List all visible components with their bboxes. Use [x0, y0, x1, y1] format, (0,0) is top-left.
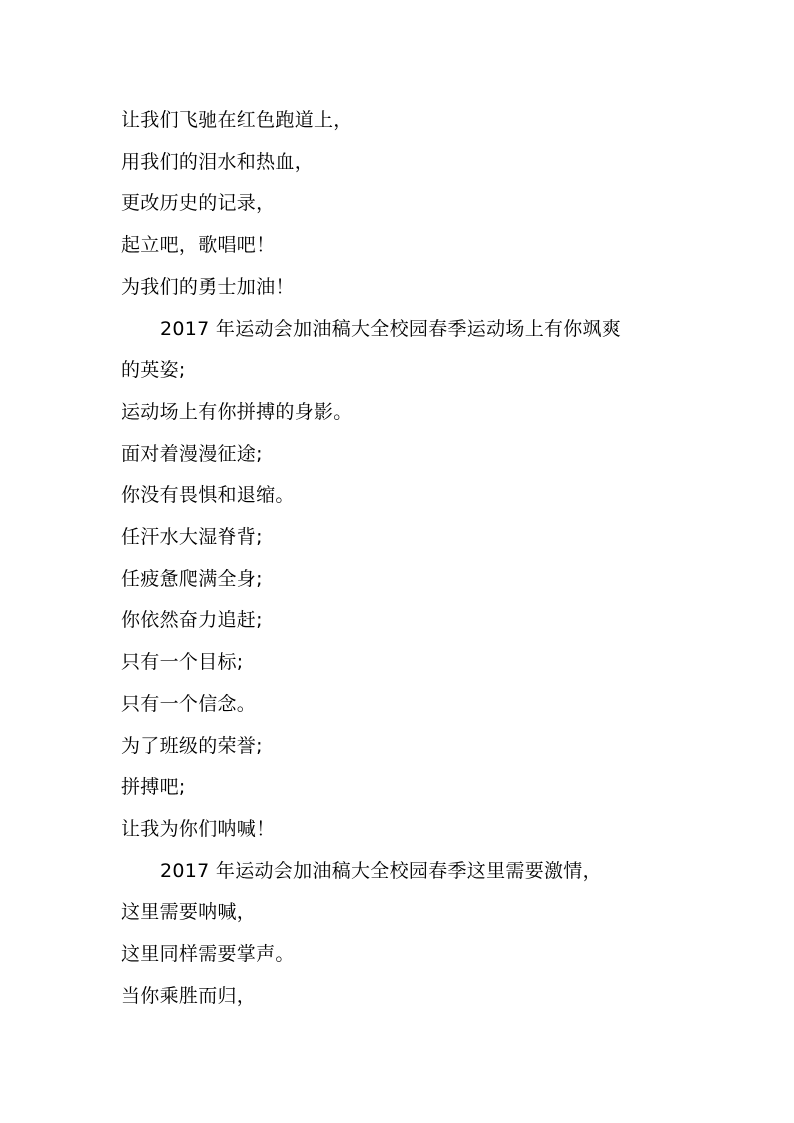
paragraph — [121, 309, 677, 392]
text-line: 任汗水大湿脊背; — [121, 526, 263, 549]
text-line: 这里需要呐喊， — [121, 901, 257, 924]
paragraph-continuation: 的英姿; — [121, 359, 186, 382]
text-line: 拼搏吧; — [121, 776, 186, 799]
paragraph-first-line: 2017 年运动会加油稿大全校园春季运动场上有你飒爽 — [160, 317, 622, 340]
text-line: 让我为你们呐喊！ — [121, 817, 276, 840]
text-line: 当你乘胜而归， — [121, 984, 257, 1007]
text-line: 为了班级的荣誉; — [121, 734, 263, 757]
text-line: 起立吧，歌唱吧！ — [121, 234, 276, 257]
text-line: 用我们的泪水和热血， — [121, 150, 315, 173]
text-line: 这里同样需要掌声。 — [121, 943, 295, 966]
text-line: 运动场上有你拼搏的身影。 — [121, 400, 353, 423]
document-body — [121, 100, 677, 1017]
text-line: 你依然奋力追赶; — [121, 609, 263, 632]
paragraph-first-line: 2017 年运动会加油稿大全校园春季这里需要激情， — [160, 859, 602, 882]
text-line: 更改历史的记录， — [121, 192, 276, 215]
text-line: 你没有畏惧和退缩。 — [121, 484, 295, 507]
text-line: 面对着漫漫征途; — [121, 442, 263, 465]
text-line: 任疲惫爬满全身; — [121, 567, 263, 590]
text-line: 只有一个信念。 — [121, 692, 257, 715]
text-line: 为我们的勇士加油！ — [121, 275, 295, 298]
text-line: 只有一个目标; — [121, 651, 244, 674]
text-line: 让我们飞驰在红色跑道上， — [121, 109, 353, 131]
